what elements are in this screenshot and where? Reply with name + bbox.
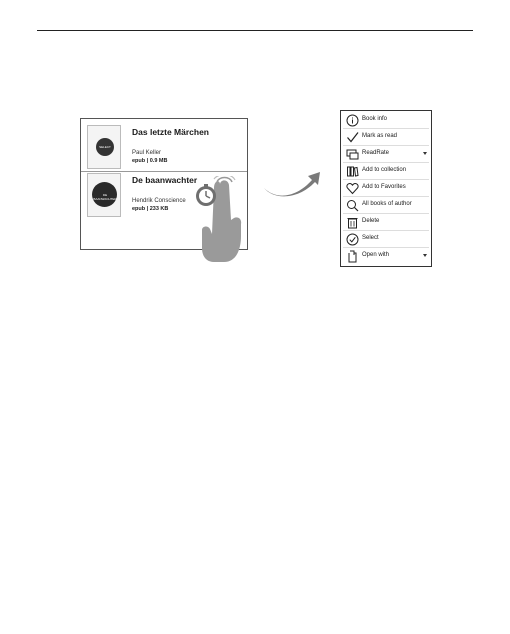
menu-item-add-to-collection[interactable] xyxy=(341,163,431,180)
menu-item-mark-as-read[interactable] xyxy=(341,129,431,146)
menu-item-all-books-of-author[interactable] xyxy=(341,197,431,214)
curved-arrow-icon xyxy=(262,166,322,200)
cover-label: SELECT xyxy=(99,145,111,149)
menu-item-label: Open with xyxy=(362,252,390,258)
menu-item-select[interactable] xyxy=(341,231,431,248)
menu-item-book-info[interactable] xyxy=(341,112,431,129)
heart-icon xyxy=(346,182,359,195)
submenu-arrow-icon xyxy=(423,152,427,155)
menu-item-label: Delete xyxy=(362,218,380,224)
checkmark-icon xyxy=(346,131,359,144)
book-author: Paul Keller xyxy=(132,150,162,156)
menu-item-add-to-favorites[interactable] xyxy=(341,180,431,197)
header-rule xyxy=(37,30,473,31)
menu-item-label: Select xyxy=(362,235,379,241)
menu-item-label: Book info xyxy=(362,116,388,122)
menu-item-delete[interactable] xyxy=(341,214,431,231)
submenu-arrow-icon xyxy=(423,254,427,257)
book-cover xyxy=(87,173,121,217)
menu-item-label: Add to Favorites xyxy=(362,184,406,190)
readrate-icon xyxy=(346,148,359,161)
menu-item-label: ReadRate xyxy=(362,150,390,156)
book-item[interactable] xyxy=(81,123,247,172)
collection-icon xyxy=(346,165,359,178)
menu-item-label: Add to collection xyxy=(362,167,407,173)
book-author: Hendrik Conscience xyxy=(132,198,186,204)
book-cover xyxy=(87,125,121,169)
book-title: De baanwachter xyxy=(132,175,198,185)
info-icon xyxy=(346,114,359,127)
menu-item-readrate[interactable] xyxy=(341,146,431,163)
trash-icon xyxy=(346,216,359,229)
menu-item-label: Mark as read xyxy=(362,133,398,139)
timer-icon xyxy=(196,184,216,206)
menu-item-open-with[interactable] xyxy=(341,248,431,265)
long-press-hand-icon xyxy=(190,176,248,264)
context-menu xyxy=(340,110,432,267)
check-circle-icon xyxy=(346,233,359,246)
book-title: Das letzte Märchen xyxy=(132,127,209,137)
search-icon xyxy=(346,199,359,212)
cover-label: DE BAANWACHTER xyxy=(93,193,117,201)
book-meta: epub | 233 KB xyxy=(132,206,169,212)
book-meta: epub | 0.9 MB xyxy=(132,158,168,164)
open-with-icon xyxy=(346,250,359,263)
menu-item-label: All books of author xyxy=(362,201,412,207)
